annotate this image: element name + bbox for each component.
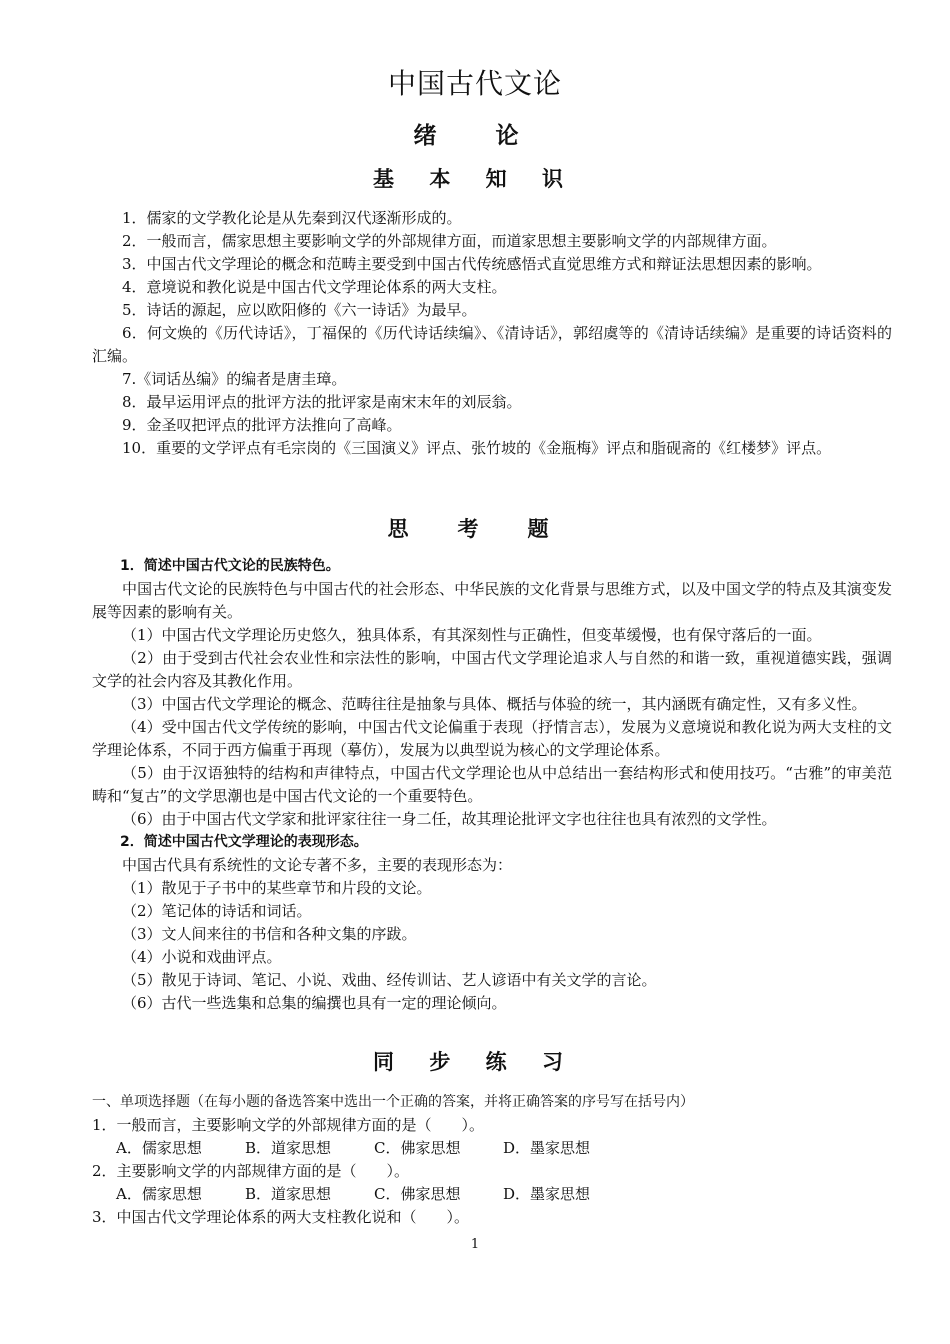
knowledge-item: 3．中国古代文学理论的概念和范畴主要受到中国古代传统感悟式直觉思维方式和辩证法思想因素的影响。 bbox=[122, 255, 822, 273]
answer-point: （3）中国古代文学理论的概念、范畴往往是抽象与具体、概括与体验的统一，其内涵既有确定性，又有多义性。 bbox=[122, 695, 867, 713]
answer-point: （1）散见于子书中的某些章节和片段的文论。 bbox=[122, 879, 432, 897]
answer-paragraph: 中国古代具有系统性的文论专著不多，主要的表现形态为： bbox=[122, 856, 513, 874]
exercise-question: 3．中国古代文学理论体系的两大支柱教化说和（ ）。 bbox=[92, 1208, 470, 1226]
answer-point: （5）散见于诗词、笔记、小说、戏曲、经传训诂、艺人谚语中有关文学的言论。 bbox=[122, 971, 657, 989]
knowledge-item: 7.《词话丛编》的编者是唐圭璋。 bbox=[122, 370, 347, 388]
answer-point: （2）由于受到古代社会农业性和宗法性的影响，中国古代文学理论追求人与自然的和谐一致，重视道德实践，强调文学的社会内容及其教化作用。 bbox=[92, 649, 892, 690]
exercise-question: 2．主要影响文学的内部规律方面的是（ ）。 bbox=[92, 1162, 410, 1180]
practice-exercises bbox=[92, 1091, 892, 1229]
exercise-question: 1．一般而言，主要影响文学的外部规律方面的是（ ）。 bbox=[92, 1116, 485, 1134]
question-heading: 2．简述中国古代文学理论的表现形态。 bbox=[120, 834, 368, 850]
document-title: 中国古代文论 bbox=[387, 67, 562, 100]
section-heading-thinking: 思 考 题 bbox=[387, 516, 563, 541]
option-a: A．儒家思想 bbox=[116, 1139, 202, 1157]
option-d: D．墨家思想 bbox=[503, 1139, 591, 1157]
option-b: B．道家思想 bbox=[245, 1139, 332, 1157]
thinking-questions bbox=[92, 555, 892, 1015]
option-d: D．墨家思想 bbox=[503, 1185, 591, 1203]
knowledge-item: 1．儒家的文学教化论是从先秦到汉代逐渐形成的。 bbox=[122, 209, 462, 227]
knowledge-item: 8．最早运用评点的批评方法的批评家是南宋末年的刘辰翁。 bbox=[122, 393, 522, 411]
option-c: C．佛家思想 bbox=[374, 1139, 461, 1157]
question-heading: 1．简述中国古代文论的民族特色。 bbox=[120, 558, 340, 574]
answer-point: （4）小说和戏曲评点。 bbox=[122, 948, 282, 966]
knowledge-item: 10．重要的文学评点有毛宗岗的《三国演义》评点、张竹坡的《金瓶梅》评点和脂砚斋的《红楼梦》评点。 bbox=[122, 439, 832, 457]
answer-point: （1）中国古代文学理论历史悠久，独具体系，有其深刻性与正确性，但变革缓慢，也有保守落后的一面。 bbox=[122, 626, 822, 644]
chapter-heading: 绪 论 bbox=[413, 122, 537, 149]
answer-point: （3）文人间来往的书信和各种文集的序跋。 bbox=[122, 925, 417, 943]
answer-point: （4）受中国古代文学传统的影响，中国古代文论偏重于表现（抒情言志），发展为义意境说和教化说为两大支柱的文学理论体系，不同于西方偏重于再现（摹仿），发展为以典型说为核心的文学理论体系。 bbox=[92, 718, 892, 759]
knowledge-item: 9．金圣叹把评点的批评方法推向了高峰。 bbox=[122, 416, 402, 434]
knowledge-item: 4．意境说和教化说是中国古代文学理论体系的两大支柱。 bbox=[122, 278, 507, 296]
section-heading-knowledge: 基 本 知 识 bbox=[373, 166, 577, 191]
exercise-options bbox=[92, 1183, 892, 1206]
page-number: 1 bbox=[470, 1237, 480, 1252]
answer-point: （6）由于中国古代文学家和批评家往往一身二任，故其理论批评文字也往往也具有浓烈的文学性。 bbox=[122, 810, 777, 828]
knowledge-item: 2．一般而言，儒家思想主要影响文学的外部规律方面，而道家思想主要影响文学的内部规律方面。 bbox=[122, 232, 777, 250]
option-a: A．儒家思想 bbox=[116, 1185, 202, 1203]
knowledge-item: 6．何文焕的《历代诗话》，丁福保的《历代诗话续编》、《清诗话》，郭绍虞等的《清诗话续编》是重要的诗话资料的汇编。 bbox=[92, 324, 892, 365]
answer-paragraph: 中国古代文论的民族特色与中国古代的社会形态、中华民族的文化背景与思维方式，以及中国文学的特点及其演变发展等因素的影响有关。 bbox=[92, 580, 892, 621]
option-c: C．佛家思想 bbox=[374, 1185, 461, 1203]
section-heading-practice: 同 步 练 习 bbox=[373, 1049, 577, 1074]
answer-point: （2）笔记体的诗话和词话。 bbox=[122, 902, 312, 920]
answer-point: （6）古代一些选集和总集的编撰也具有一定的理论倾向。 bbox=[122, 994, 507, 1012]
exercise-options bbox=[92, 1137, 892, 1160]
answer-point: （5）由于汉语独特的结构和声律特点，中国古代文学理论也从中总结出一套结构形式和使用技巧。“古雅”的审美范畴和“复古”的文学思潮也是中国古代文论的一个重要特色。 bbox=[92, 764, 892, 805]
knowledge-item: 5．诗话的源起，应以欧阳修的《六一诗话》为最早。 bbox=[122, 301, 477, 319]
exercise-instruction: 一、单项选择题（在每小题的备选答案中选出一个正确的答案，并将正确答案的序号写在括号内） bbox=[92, 1094, 694, 1110]
option-b: B．道家思想 bbox=[245, 1185, 332, 1203]
knowledge-list bbox=[92, 207, 892, 460]
